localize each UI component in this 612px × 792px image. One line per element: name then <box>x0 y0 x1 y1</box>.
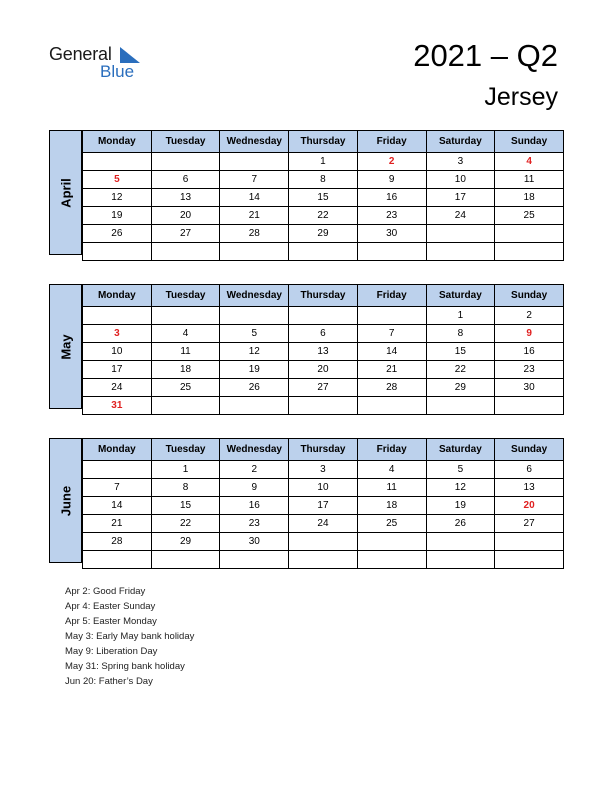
week-row <box>83 379 564 397</box>
day-cell <box>426 551 495 569</box>
day-cell: 28 <box>220 225 289 243</box>
day-cell <box>357 397 426 415</box>
holiday-note: Apr 4: Easter Sunday <box>65 601 156 612</box>
weekday-header: Thursday <box>289 131 358 153</box>
day-cell <box>426 533 495 551</box>
day-cell <box>151 243 220 261</box>
day-cell: 1 <box>289 153 358 171</box>
day-cell <box>495 225 564 243</box>
logo-text-general: General <box>49 44 112 64</box>
day-cell: 15 <box>426 343 495 361</box>
weekday-header: Thursday <box>289 285 358 307</box>
day-cell: 21 <box>83 515 152 533</box>
day-cell <box>357 243 426 261</box>
week-row <box>83 515 564 533</box>
weekday-header: Monday <box>83 131 152 153</box>
day-cell: 26 <box>83 225 152 243</box>
day-cell: 1 <box>151 461 220 479</box>
day-cell <box>151 551 220 569</box>
week-row <box>83 533 564 551</box>
day-cell: 16 <box>495 343 564 361</box>
day-cell: 27 <box>151 225 220 243</box>
holiday-notes <box>65 584 194 689</box>
day-cell: 27 <box>495 515 564 533</box>
day-cell <box>495 397 564 415</box>
day-cell <box>220 243 289 261</box>
day-cell: 14 <box>83 497 152 515</box>
weekday-header: Wednesday <box>220 439 289 461</box>
page-subtitle: Jersey <box>484 83 558 111</box>
weekday-header: Saturday <box>426 285 495 307</box>
day-cell: 19 <box>83 207 152 225</box>
day-cell: 13 <box>151 189 220 207</box>
week-row <box>83 343 564 361</box>
day-cell: 1 <box>426 307 495 325</box>
day-cell <box>151 307 220 325</box>
calendar-table <box>82 284 564 415</box>
day-cell: 6 <box>151 171 220 189</box>
month-name: April <box>58 177 73 208</box>
day-cell: 18 <box>151 361 220 379</box>
weekday-header-row <box>83 439 564 461</box>
day-cell: 2 <box>357 153 426 171</box>
day-cell: 30 <box>357 225 426 243</box>
day-cell: 14 <box>220 189 289 207</box>
day-cell <box>220 551 289 569</box>
day-cell <box>289 243 358 261</box>
day-cell: 30 <box>220 533 289 551</box>
holiday-note: May 3: Early May bank holiday <box>65 631 195 642</box>
day-cell: 23 <box>495 361 564 379</box>
day-cell: 5 <box>426 461 495 479</box>
day-cell <box>83 153 152 171</box>
day-cell: 30 <box>495 379 564 397</box>
day-cell <box>357 307 426 325</box>
day-cell: 12 <box>426 479 495 497</box>
day-cell: 7 <box>220 171 289 189</box>
week-row <box>83 497 564 515</box>
day-cell <box>220 307 289 325</box>
day-cell: 16 <box>357 189 426 207</box>
day-cell: 25 <box>151 379 220 397</box>
day-cell: 20 <box>495 497 564 515</box>
day-cell: 4 <box>495 153 564 171</box>
day-cell: 17 <box>289 497 358 515</box>
day-cell: 3 <box>426 153 495 171</box>
weekday-header: Tuesday <box>151 439 220 461</box>
week-row <box>83 307 564 325</box>
week-row <box>83 325 564 343</box>
weekday-header: Monday <box>83 285 152 307</box>
day-cell: 3 <box>83 325 152 343</box>
weekday-header: Friday <box>357 131 426 153</box>
day-cell: 25 <box>357 515 426 533</box>
day-cell: 3 <box>289 461 358 479</box>
day-cell <box>357 551 426 569</box>
day-cell: 17 <box>426 189 495 207</box>
day-cell: 13 <box>289 343 358 361</box>
week-row <box>83 171 564 189</box>
day-cell: 29 <box>426 379 495 397</box>
month-name: June <box>58 485 73 516</box>
week-row <box>83 361 564 379</box>
week-row <box>83 397 564 415</box>
day-cell: 14 <box>357 343 426 361</box>
day-cell: 8 <box>151 479 220 497</box>
day-cell <box>220 397 289 415</box>
day-cell: 10 <box>83 343 152 361</box>
day-cell <box>289 551 358 569</box>
day-cell: 15 <box>151 497 220 515</box>
week-row <box>83 461 564 479</box>
day-cell: 6 <box>289 325 358 343</box>
weekday-header: Saturday <box>426 439 495 461</box>
day-cell <box>495 243 564 261</box>
weekday-header: Tuesday <box>151 285 220 307</box>
day-cell: 11 <box>151 343 220 361</box>
day-cell: 9 <box>357 171 426 189</box>
day-cell: 13 <box>495 479 564 497</box>
weekday-header: Sunday <box>495 439 564 461</box>
day-cell: 27 <box>289 379 358 397</box>
day-cell: 11 <box>357 479 426 497</box>
weekday-header: Friday <box>357 285 426 307</box>
holiday-note: May 9: Liberation Day <box>65 646 158 657</box>
day-cell: 16 <box>220 497 289 515</box>
day-cell <box>426 225 495 243</box>
weekday-header-row <box>83 131 564 153</box>
page-title: 2021 – Q2 <box>413 38 558 73</box>
day-cell <box>83 551 152 569</box>
day-cell: 28 <box>357 379 426 397</box>
day-cell: 20 <box>151 207 220 225</box>
day-cell <box>83 243 152 261</box>
day-cell: 23 <box>220 515 289 533</box>
holiday-note: Apr 5: Easter Monday <box>65 616 157 627</box>
day-cell: 24 <box>289 515 358 533</box>
month-label <box>49 130 82 255</box>
weekday-header-row <box>83 285 564 307</box>
month-label <box>49 284 82 409</box>
day-cell: 20 <box>289 361 358 379</box>
day-cell: 17 <box>83 361 152 379</box>
month-name: May <box>58 333 73 360</box>
day-cell: 24 <box>426 207 495 225</box>
logo <box>49 44 149 84</box>
weekday-header: Saturday <box>426 131 495 153</box>
day-cell: 9 <box>495 325 564 343</box>
day-cell: 22 <box>289 207 358 225</box>
day-cell <box>289 397 358 415</box>
weekday-header: Wednesday <box>220 285 289 307</box>
day-cell: 12 <box>220 343 289 361</box>
day-cell: 21 <box>220 207 289 225</box>
day-cell <box>426 243 495 261</box>
day-cell: 26 <box>426 515 495 533</box>
holiday-note: May 31: Spring bank holiday <box>65 661 185 672</box>
day-cell: 18 <box>357 497 426 515</box>
day-cell: 9 <box>220 479 289 497</box>
day-cell: 2 <box>220 461 289 479</box>
weekday-header: Friday <box>357 439 426 461</box>
weekday-header: Monday <box>83 439 152 461</box>
day-cell <box>426 397 495 415</box>
day-cell: 4 <box>151 325 220 343</box>
day-cell: 29 <box>151 533 220 551</box>
holiday-note: Jun 20: Father’s Day <box>65 676 153 687</box>
weekday-header: Sunday <box>495 285 564 307</box>
day-cell: 26 <box>220 379 289 397</box>
day-cell <box>151 153 220 171</box>
weekday-header: Tuesday <box>151 131 220 153</box>
day-cell: 21 <box>357 361 426 379</box>
weekday-header: Sunday <box>495 131 564 153</box>
day-cell: 23 <box>357 207 426 225</box>
day-cell: 5 <box>83 171 152 189</box>
day-cell: 4 <box>357 461 426 479</box>
day-cell <box>83 307 152 325</box>
day-cell: 18 <box>495 189 564 207</box>
weekday-header: Thursday <box>289 439 358 461</box>
day-cell: 19 <box>426 497 495 515</box>
day-cell <box>289 307 358 325</box>
day-cell <box>83 461 152 479</box>
day-cell: 22 <box>426 361 495 379</box>
day-cell: 7 <box>357 325 426 343</box>
day-cell <box>495 551 564 569</box>
day-cell: 6 <box>495 461 564 479</box>
day-cell: 5 <box>220 325 289 343</box>
day-cell: 31 <box>83 397 152 415</box>
calendar-table <box>82 438 564 569</box>
weekday-header: Wednesday <box>220 131 289 153</box>
week-row <box>83 243 564 261</box>
holiday-note: Apr 2: Good Friday <box>65 586 146 597</box>
week-row <box>83 551 564 569</box>
day-cell <box>357 533 426 551</box>
day-cell: 22 <box>151 515 220 533</box>
day-cell: 10 <box>289 479 358 497</box>
week-row <box>83 225 564 243</box>
day-cell: 28 <box>83 533 152 551</box>
day-cell: 24 <box>83 379 152 397</box>
week-row <box>83 207 564 225</box>
month-label <box>49 438 82 563</box>
day-cell: 15 <box>289 189 358 207</box>
day-cell: 11 <box>495 171 564 189</box>
day-cell <box>220 153 289 171</box>
day-cell: 10 <box>426 171 495 189</box>
day-cell <box>495 533 564 551</box>
day-cell: 25 <box>495 207 564 225</box>
day-cell <box>289 533 358 551</box>
day-cell: 8 <box>289 171 358 189</box>
day-cell: 7 <box>83 479 152 497</box>
calendar-table <box>82 130 564 261</box>
day-cell: 12 <box>83 189 152 207</box>
day-cell: 8 <box>426 325 495 343</box>
day-cell: 19 <box>220 361 289 379</box>
day-cell <box>151 397 220 415</box>
week-row <box>83 189 564 207</box>
day-cell: 2 <box>495 307 564 325</box>
week-row <box>83 153 564 171</box>
logo-text-blue: Blue <box>100 62 135 81</box>
day-cell: 29 <box>289 225 358 243</box>
week-row <box>83 479 564 497</box>
